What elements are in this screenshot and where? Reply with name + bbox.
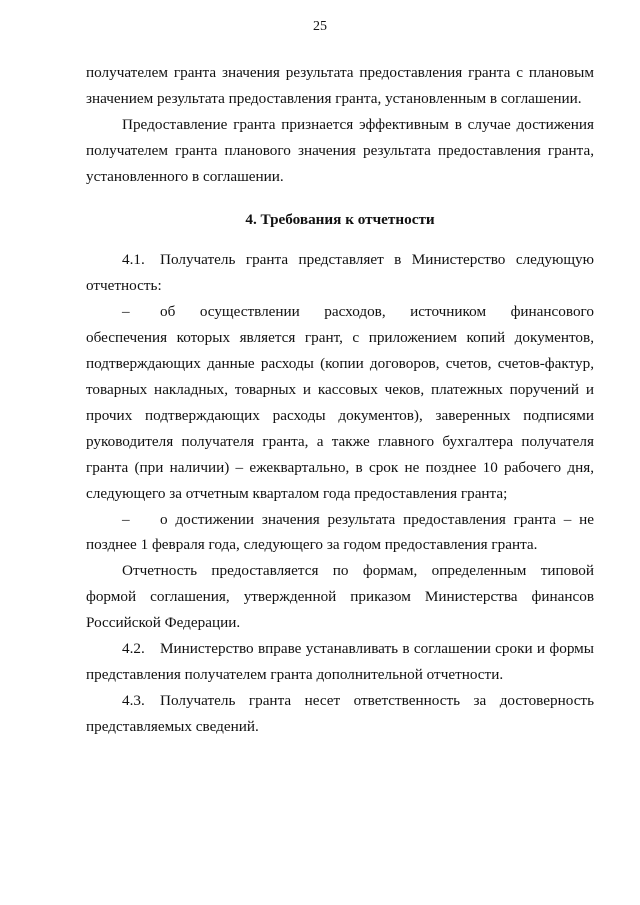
clause-4-3: [86, 688, 594, 740]
clause-4-2: [86, 636, 594, 688]
list-item-expenses-text: об осуществлении расходов, источником финансового обеспечения которых является грант, с приложением копий документов, подтверждающих данные расходы (копии договоров, счетов, счетов-фактур, товарных накладных, товарных и кассовых чеков, платежных поручений и прочих подтверждающих расходы документов), заверенных подписями руководителя получателя гранта, а также главного бухгалтера получателя гранта (при наличии) – ежеквартально, в срок не позднее 10 рабочего дня, следующего за отчетным кварталом года предоставления гранта;: [86, 303, 594, 502]
list-item-expenses: [86, 299, 594, 506]
list-item-expenses-dash: –: [122, 303, 130, 321]
clause-4-2-number: 4.2.: [122, 640, 145, 658]
paragraph-report-forms: Отчетность предоставляется по формам, определенным типовой формой соглашения, утвержденной приказом Министерства финансов Российской Федерации.: [86, 562, 594, 632]
paragraph-continuation: получателем гранта значения результата предоставления гранта с плановым значением результата предоставления гранта, установленным в соглашении.: [86, 64, 594, 107]
list-item-result-dash: –: [122, 510, 130, 528]
clause-4-1-text: Получатель гранта представляет в Министерство следующую отчетность:: [86, 251, 594, 295]
list-item-result-text: о достижении значения результата предоставления гранта – не позднее 1 февраля года, следующего за годом предоставления гранта.: [86, 510, 594, 554]
clause-4-3-number: 4.3.: [122, 691, 145, 709]
paragraph-effectiveness: Предоставление гранта признается эффективным в случае достижения получателем гранта планового значения результата предоставления гранта, установленного в соглашении.: [86, 115, 594, 185]
clause-4-1: [86, 247, 594, 299]
clause-4-2-text: Министерство вправе устанавливать в соглашении сроки и формы представления получателем гранта дополнительной отчетности.: [86, 640, 594, 683]
document-body: [86, 60, 594, 740]
clause-4-3-text: Получатель гранта несет ответственность за достоверность представляемых сведений.: [86, 691, 594, 735]
list-item-result: [86, 507, 594, 559]
page-number: 25: [313, 19, 327, 34]
clause-4-1-number: 4.1.: [122, 251, 145, 269]
section-heading: 4. Требования к отчетности: [245, 210, 435, 228]
